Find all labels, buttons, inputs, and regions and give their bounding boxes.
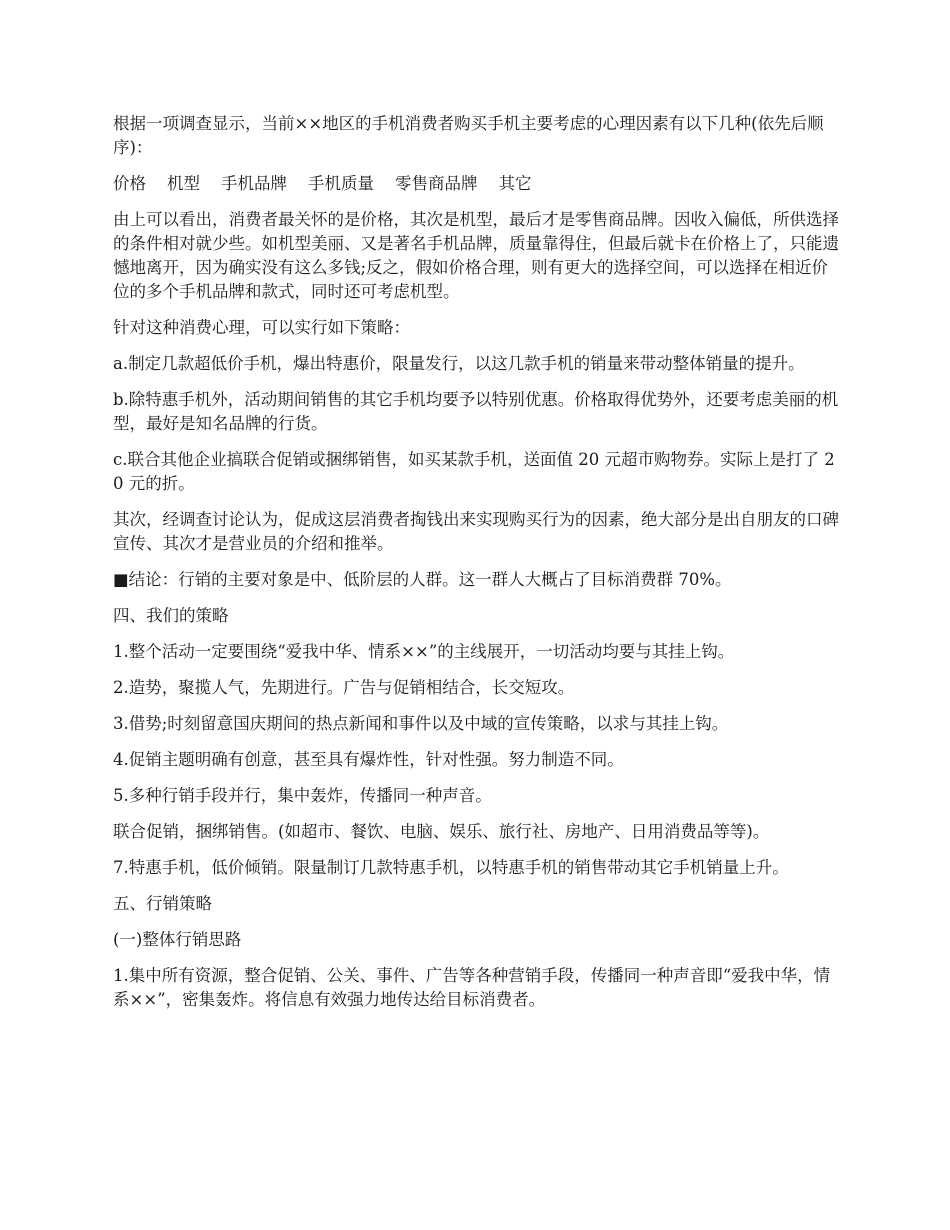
strategy-b: b.除特惠手机外，活动期间销售的其它手机均要予以特别优惠。价格取得优势外，还要考虑美丽的机型，最好是知名品牌的行货。: [113, 390, 839, 433]
conclusion-paragraph: ■结论：行销的主要对象是中、低阶层的人群。这一群人大概占了目标消费群 70%。: [113, 570, 732, 589]
section-4-item-5: 5.多种行销手段并行，集中轰炸，传播同一种声音。: [113, 786, 492, 805]
factor-item: 零售商品牌: [395, 174, 478, 193]
secondly-paragraph: 其次，经调查讨论认为，促成这层消费者掏钱出来实现购买行为的因素，绝大部分是出自朋友的口碑宣传、其次才是营业员的介绍和推举。: [113, 510, 839, 553]
section-4-title: 四、我们的策略: [113, 606, 229, 625]
section-4-item-6: 联合促销，捆绑销售。(如超市、餐饮、电脑、娱乐、旅行社、房地产、日用消费品等等)。: [113, 822, 770, 841]
factor-item: 手机质量: [308, 174, 374, 193]
section-5-subtitle-1: (一)整体行销思路: [113, 930, 242, 949]
section-5-title: 五、行销策略: [113, 894, 212, 913]
section-4-item-2: 2.造势，聚揽人气，先期进行。广告与促销相结合，长交短攻。: [113, 678, 575, 697]
factor-list: [113, 172, 841, 196]
factor-item: 手机品牌: [221, 174, 287, 193]
strategy-c: c.联合其他企业搞联合促销或捆绑销售，如买某款手机，送面值 20 元超市购物券。实际上是打了 20 元的折。: [113, 450, 835, 493]
section-4-item-3: 3.借势;时刻留意国庆期间的热点新闻和事件以及中域的宣传策略，以求与其挂上钩。: [113, 714, 729, 733]
strategy-intro: 针对这种消费心理，可以实行如下策略：: [113, 318, 410, 337]
factor-item: 价格: [113, 174, 146, 193]
factor-item: 其它: [498, 174, 532, 193]
intro-paragraph: 根据一项调查显示，当前××地区的手机消费者购买手机主要考虑的心理因素有以下几种(依先后顺序)：: [113, 114, 824, 157]
section-5-item-1: 1.集中所有资源，整合促销、公关、事件、广告等各种营销手段，传播同一种声音即“爱我中华，情系××”，密集轰炸。将信息有效强力地传达给目标消费者。: [113, 966, 831, 1009]
section-4-item-7: 7.特惠手机，低价倾销。限量制订几款特惠手机，以特惠手机的销售带动其它手机销量上升。: [113, 858, 789, 877]
analysis-paragraph: 由上可以看出，消费者最关怀的是价格，其次是机型，最后才是零售商品牌。因收入偏低，所供选择的条件相对就少些。如机型美丽、又是著名手机品牌，质量靠得住，但最后就卡在价格上了，只能遗憾地离开，因为确实没有这么多钱;反之，假如价格合理，则有更大的选择空间，可以选择在相近价位的多个手机品牌和款式，同时还可考虑机型。: [113, 210, 839, 301]
factor-item: 机型: [167, 174, 200, 193]
section-4-item-1: 1.整个活动一定要围绕“爱我中华、情系××”的主线展开，一切活动均要与其挂上钩。: [113, 642, 735, 661]
strategy-a: a.制定几款超低价手机，爆出特惠价，限量发行，以这几款手机的销量来带动整体销量的提升。: [113, 354, 805, 373]
document-page: [113, 112, 841, 1024]
section-4-item-4: 4.促销主题明确有创意，甚至具有爆炸性，针对性强。努力制造不同。: [113, 750, 624, 769]
